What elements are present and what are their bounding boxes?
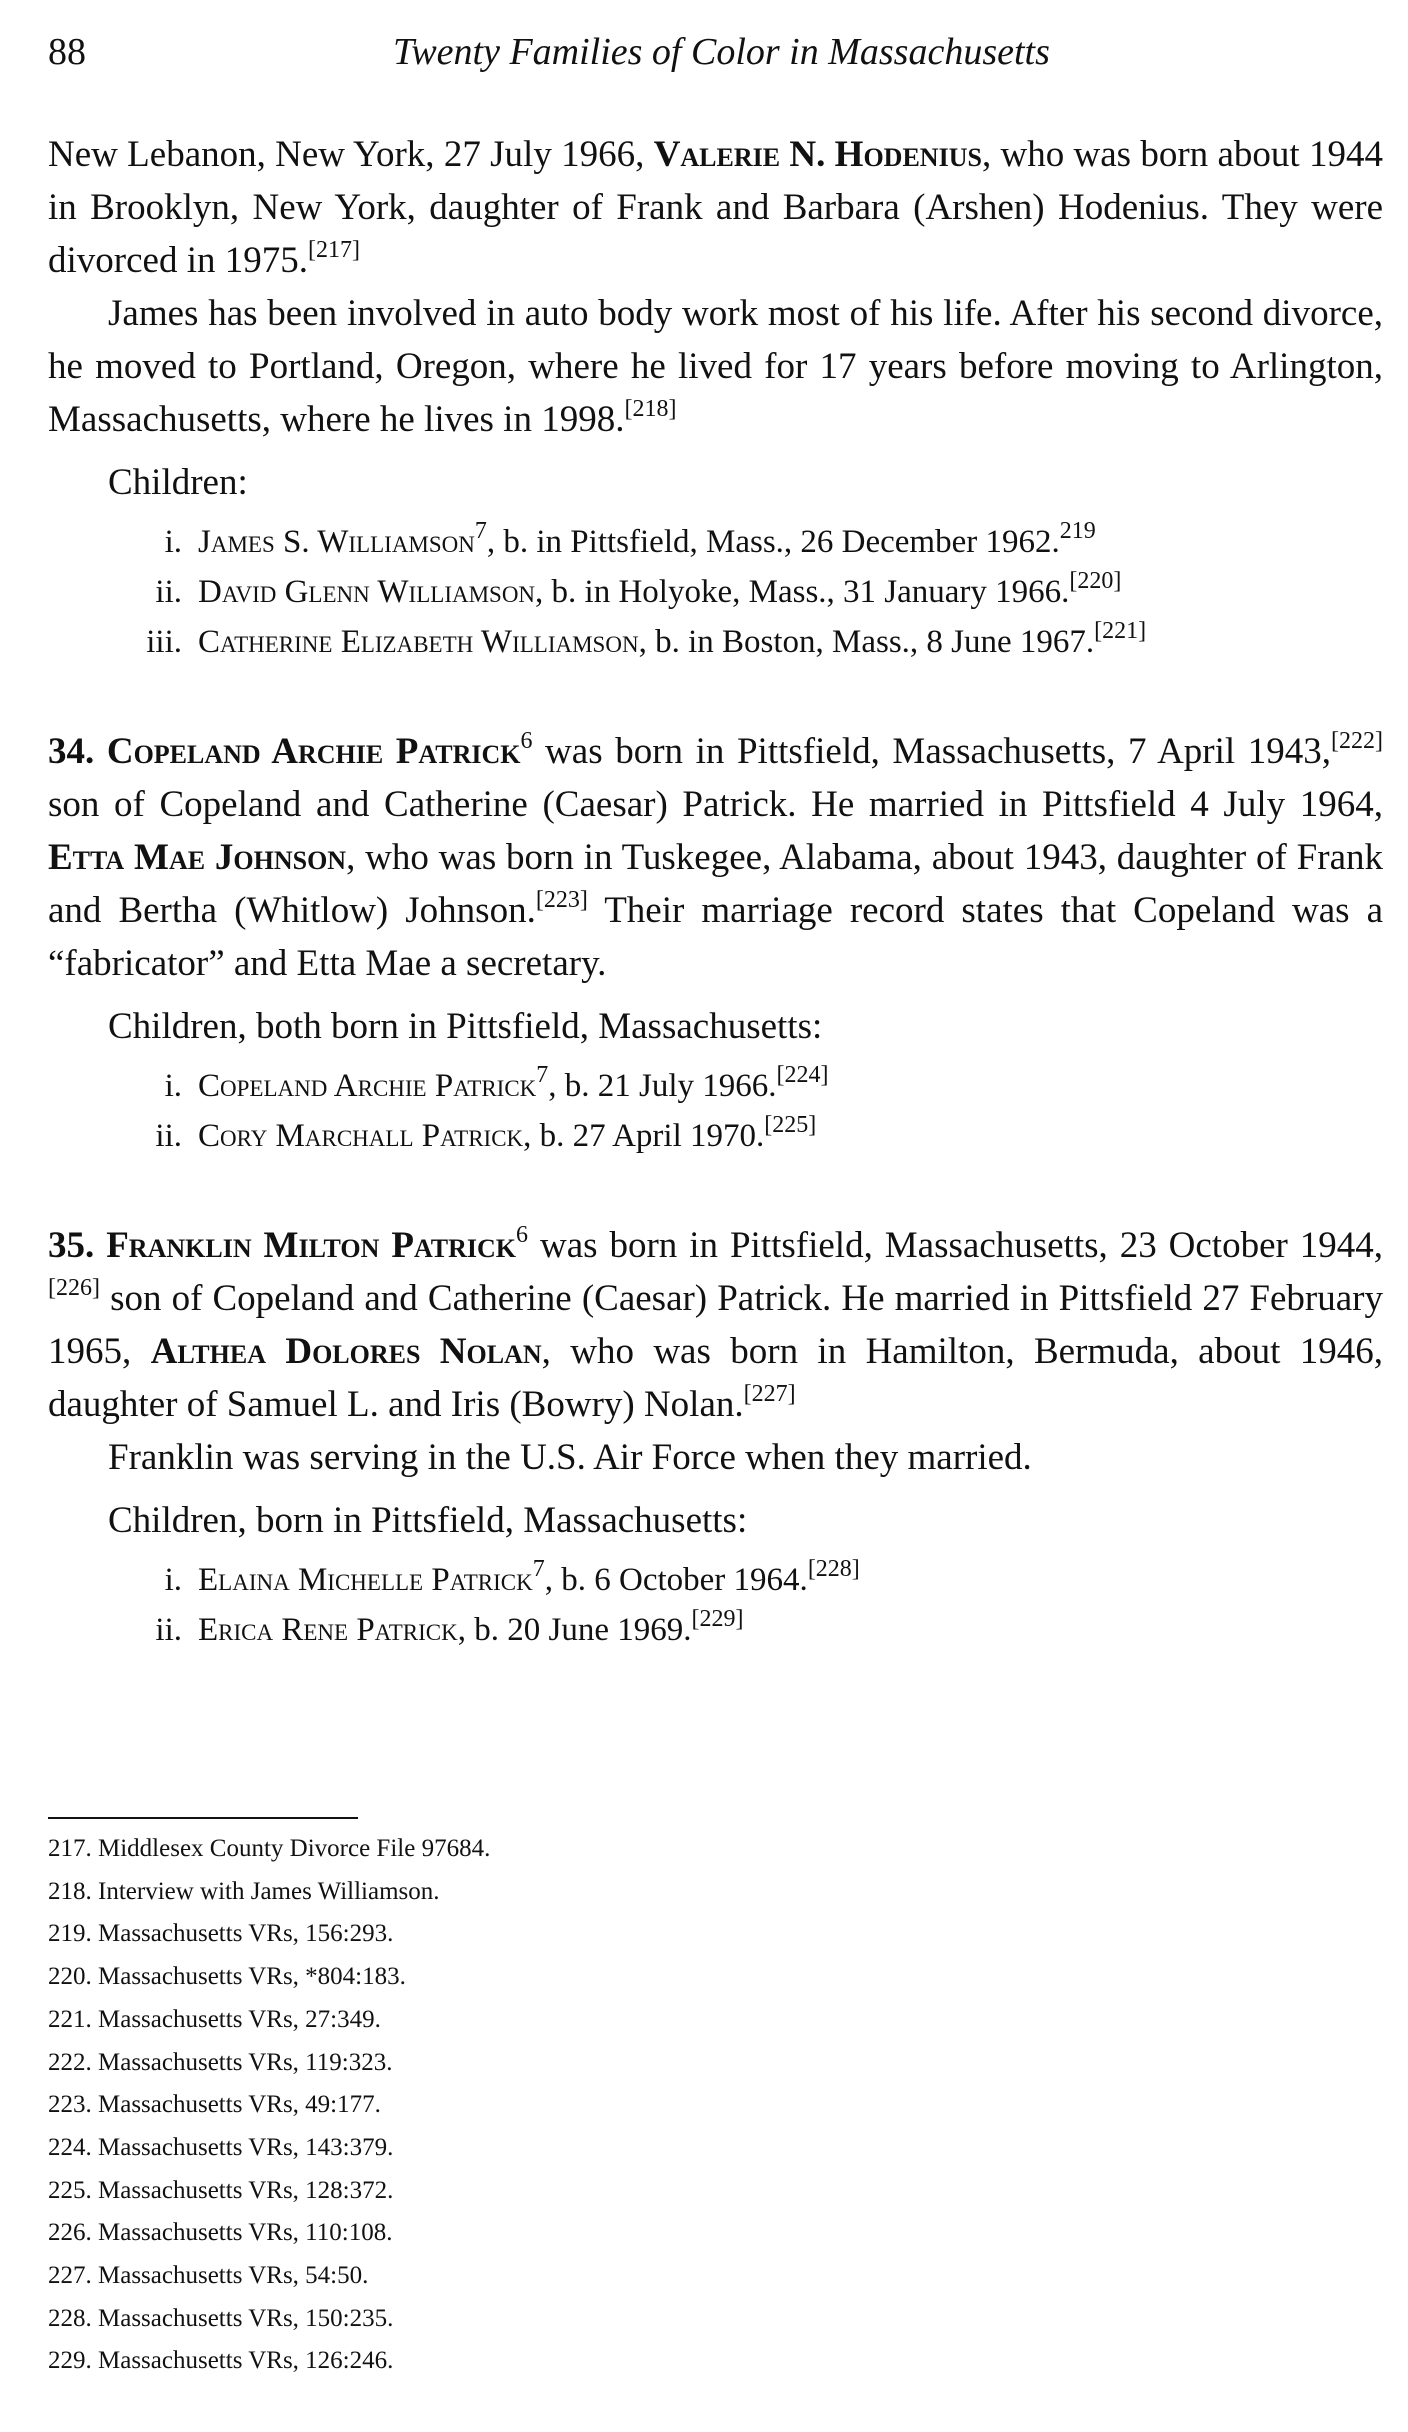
child-name: Catherine Elizabeth Williamson [198, 624, 639, 660]
footnotes-list [48, 1828, 490, 2383]
child-name: James S. Williamson [198, 524, 475, 560]
generation-number: 6 [516, 1221, 529, 1248]
child-name: Erica Rene Patrick [198, 1612, 458, 1648]
running-title: Twenty Families of Color in Massachusetts [393, 31, 1050, 73]
text-run: , who was born in Tuskegee, Alabama, about 1943, daughter of Frank and Bertha (Whitlow) Johnson. [48, 837, 1383, 931]
footnote: 225. Massachusetts VRs, 128:372. [48, 2176, 394, 2204]
footnote-ref: [222] [1331, 727, 1383, 754]
footnote: 217. Middlesex County Divorce File 97684. [48, 1835, 491, 1862]
footnote-ref: [226] [48, 1274, 100, 1301]
child-item [48, 567, 1383, 617]
footnote: 229. Massachusetts VRs, 126:246. [48, 2347, 394, 2375]
child-name: Cory Marchall Patrick [198, 1118, 524, 1154]
child-number: iii. [146, 624, 182, 660]
child-number: ii. [155, 574, 182, 610]
footnote: 222. Massachusetts VRs, 119:323. [48, 2048, 393, 2076]
page-number: 88 [48, 31, 86, 73]
child-details: , b. 6 October 1964. [544, 1562, 808, 1598]
footnote: 218. Interview with James Williamson. [48, 1877, 440, 1905]
footnote: 223. Massachusetts VRs, 49:177. [48, 2091, 381, 2119]
child-number: ii. [155, 1612, 182, 1648]
generation-number: 7 [536, 1062, 549, 1088]
generation-number: 7 [532, 1556, 545, 1582]
spouse-name: Valerie N. Hodenius [653, 134, 982, 175]
footnote: 219. Massachusetts VRs, 156:293. [48, 1920, 394, 1948]
biography-paragraph: Franklin was serving in the U.S. Air Force when they married. [108, 1437, 1032, 1478]
text-run: son of Copeland and Catherine (Caesar) Patrick. He married in Pittsfield 4 July 1964, [48, 784, 1383, 825]
child-name: David Glenn Williamson [198, 574, 536, 610]
footnote: 226. Massachusetts VRs, 110:108. [48, 2219, 393, 2247]
footnote: 224. Massachusetts VRs, 143:379. [48, 2133, 394, 2161]
text-run: was born in Pittsfield, Massachusetts, 23 October 1944, [528, 1225, 1384, 1266]
footnote-ref: [224] [776, 1062, 829, 1088]
spouse-name: Etta Mae Johnson [48, 837, 347, 878]
child-details: , b. 21 July 1966. [548, 1068, 777, 1104]
footnote-ref: [220] [1069, 568, 1122, 594]
entry-number: 34. [48, 731, 95, 772]
children-list [48, 517, 1383, 667]
entry-number: 35. [48, 1225, 95, 1266]
footnote: 227. Massachusetts VRs, 54:50. [48, 2262, 369, 2290]
genealogy-entry-35 [48, 1219, 1383, 1655]
generation-number: 7 [474, 518, 487, 544]
child-item [48, 617, 1383, 667]
entry-paragraph [48, 725, 1383, 990]
footnote: 220. Massachusetts VRs, *804:183. [48, 1963, 406, 1991]
spouse-name: Althea Dolores Nolan [150, 1331, 542, 1372]
footnote-ref: [223] [535, 886, 588, 913]
text-run: New Lebanon, New York, 27 July 1966, [48, 134, 654, 175]
page-body [48, 128, 1383, 1655]
text-run: son of Copeland and Catherine (Caesar) Patrick. He married in Pittsfield 27 February 1965, [48, 1278, 1383, 1372]
child-number: i. [164, 1068, 182, 1104]
children-label: Children, both born in Pittsfield, Massachusetts: [108, 1006, 823, 1047]
subject-name: Copeland Archie Patrick [106, 731, 521, 772]
entry-paragraph [48, 1219, 1383, 1431]
child-item [48, 517, 1383, 567]
text-run: , who was born in Hamilton, Bermuda, about 1946, daughter of Samuel L. and Iris (Bowry) Nolan. [48, 1331, 1384, 1425]
child-name: Copeland Archie Patrick [198, 1068, 537, 1104]
footnote-ref: [218] [624, 395, 677, 422]
page-header [48, 30, 1360, 90]
generation-number: 6 [520, 727, 533, 754]
child-item [48, 1555, 1383, 1605]
footnote-ref: [225] [764, 1112, 817, 1138]
child-details: , b. in Boston, Mass., 8 June 1967. [638, 624, 1095, 660]
child-details: , b. in Holyoke, Mass., 31 January 1966. [535, 574, 1070, 610]
children-label: Children, born in Pittsfield, Massachusetts: [108, 1500, 748, 1541]
text-run: , who was born about 1944 in Brooklyn, New York, daughter of Frank and Barbara (Arshen) Hodenius. They were divorced in 1975. [48, 134, 1383, 281]
biography-paragraph [48, 287, 1383, 446]
child-details: , b. 27 April 1970. [523, 1118, 765, 1154]
children-label: Children: [108, 462, 248, 503]
footnote-ref: [228] [807, 1556, 860, 1582]
subject-name: Franklin Milton Patrick [106, 1225, 517, 1266]
footnote: 221. Massachusetts VRs, 27:349. [48, 2005, 381, 2033]
child-name: Elaina Michelle Patrick [198, 1562, 533, 1598]
child-item [48, 1111, 1383, 1161]
children-list [48, 1061, 1383, 1161]
text-run: Their marriage record states that Copeland was a “fabricator” and Etta Mae a secretary. [48, 890, 1383, 984]
footnote: 228. Massachusetts VRs, 150:235. [48, 2304, 394, 2332]
footnote-ref: [227] [743, 1380, 796, 1407]
child-item [48, 1061, 1383, 1111]
footnote-ref: [229] [691, 1606, 744, 1632]
footnote-divider [48, 1817, 358, 1819]
footnote-ref: 219 [1059, 518, 1096, 544]
footnote-ref: [221] [1094, 618, 1147, 644]
footnote-ref: [217] [307, 236, 360, 263]
child-item [48, 1605, 1383, 1655]
children-list [48, 1555, 1383, 1655]
genealogy-entry-34 [48, 725, 1383, 1161]
text-run: James has been involved in auto body work most of his life. After his second divorce, he moved to Portland, Oregon, where he lived for 17 years before moving to Arlington, Massachusetts, where he lives in 1998. [48, 293, 1383, 440]
child-number: ii. [155, 1118, 182, 1154]
child-number: i. [164, 524, 182, 560]
continuation-paragraph [48, 128, 1383, 287]
child-details: , b. 20 June 1969. [457, 1612, 692, 1648]
child-details: , b. in Pittsfield, Mass., 26 December 1962. [486, 524, 1060, 560]
text-run: was born in Pittsfield, Massachusetts, 7 April 1943, [532, 731, 1332, 772]
child-number: i. [164, 1562, 182, 1598]
